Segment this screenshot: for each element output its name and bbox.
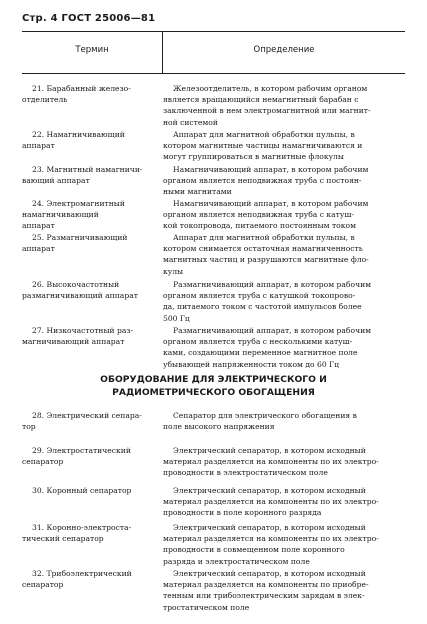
definition-line: Намагничивающий аппарат, в котором рабочим (173, 165, 369, 174)
definition-line: тенным или трибоэлектрическим зарядам в элек- (163, 591, 365, 601)
definition-cell (163, 198, 405, 232)
term-cell (22, 164, 154, 186)
definition-cell (163, 129, 405, 163)
table-header-rule (22, 73, 405, 74)
definition-line: котором снимается остаточная намагниченность (163, 244, 363, 254)
definition-cell (163, 325, 405, 370)
term-cell (22, 568, 154, 590)
definition-line: кулы (163, 266, 184, 276)
term-line: тический сепаратор (22, 534, 104, 544)
term-line: 29. Электростатический (32, 446, 131, 455)
term-line: 21. Барабанный железо- (32, 84, 131, 93)
term-cell (22, 198, 154, 232)
term-line: размагничивающий аппарат (22, 291, 138, 301)
definition-line: Электрический сепаратор, в котором исходный (173, 446, 366, 455)
definition-line: Аппарат для магнитной обработки пульпы, в (173, 130, 355, 139)
term-line: 26. Высокочастотный (32, 280, 120, 289)
table-top-rule (22, 31, 405, 32)
definition-line: проводности в совмещенном поле коронного (163, 545, 345, 555)
section-heading-line: РАДИОМЕТРИЧЕСКОГО ОБОГАЩЕНИЯ (112, 387, 315, 398)
definition-line: могут группироваться в магнитные флокулы (163, 152, 344, 162)
definition-line: ками, создающими переменное магнитное поле (163, 348, 358, 358)
definition-line: да, питаемого током с частотой импульсов более (163, 302, 362, 312)
definition-line: заключенной в нем электромагнитной или магнит- (163, 106, 371, 116)
definition-line: Электрический сепаратор, в котором исходный (173, 569, 366, 578)
definition-cell (163, 232, 405, 277)
definition-cell (163, 445, 405, 479)
page-header: Стр. 4 ГОСТ 25006—81 (22, 13, 156, 24)
term-cell (22, 522, 154, 544)
definition-line: ными магнитами (163, 187, 232, 197)
definition-line: Намагничивающий аппарат, в котором рабочим (173, 199, 369, 208)
definition-line: материал разделяется на компоненты по их электро- (163, 534, 379, 544)
definition-line: Размагничивающий аппарат, в котором рабочим (173, 326, 372, 335)
definition-line: разряда и электростатическом поле (163, 556, 310, 566)
definition-line: органом является труба с катушкой токопрово- (163, 291, 356, 301)
definition-line: Аппарат для магнитной обработки пульпы, в (173, 233, 355, 242)
definition-line: котором магнитные частицы намагничиваются и (163, 141, 363, 151)
definition-line: Электрический сепаратор, в котором исходный (173, 523, 366, 532)
definition-line: проводности в электростатическом поле (163, 468, 328, 478)
section-heading-line: ОБОРУДОВАНИЕ ДЛЯ ЭЛЕКТРИЧЕСКОГО И (100, 374, 327, 385)
definition-line: тростатическом поле (163, 602, 250, 612)
term-line: 28. Электрический сепара- (32, 411, 142, 420)
term-line: аппарат (22, 244, 55, 254)
term-line: 31. Коронно-электроста- (32, 523, 132, 532)
definition-line: проводности в поле коронного разряда (163, 508, 322, 518)
term-line: 25. Размагничивающий (32, 233, 128, 242)
definition-cell (163, 568, 405, 613)
term-line: магничивающий аппарат (22, 337, 125, 347)
definition-cell (163, 279, 405, 324)
definition-line: Железоотделитель, в котором рабочим органом (173, 84, 368, 93)
term-line: 23. Магнитный намагничи- (32, 165, 143, 174)
definition-line: Электрический сепаратор, в котором исходный (173, 486, 366, 495)
definition-line: материал разделяется на компоненты по приобре- (163, 580, 369, 590)
definition-line: является вращающийся немагнитный барабан с (163, 95, 359, 105)
term-line: вающий аппарат (22, 176, 90, 186)
term-cell (22, 410, 154, 432)
definition-line: убывающей напряженности током до 60 Гц (163, 359, 339, 369)
term-line: 27. Низкочастотный раз- (32, 326, 134, 335)
term-line: сепаратор (22, 457, 64, 467)
definition-line: органом является неподвижная труба с постоян- (163, 176, 362, 186)
term-cell (22, 129, 154, 151)
term-cell (22, 325, 154, 347)
definition-line: Размагничивающий аппарат, в котором рабочим (173, 280, 372, 289)
definition-line: 500 Гц (163, 313, 190, 323)
definition-cell (163, 485, 405, 519)
term-cell (22, 445, 154, 467)
term-line: аппарат (22, 141, 55, 151)
term-line: 30. Коронный сепаратор (32, 486, 132, 495)
term-line: 22. Намагничивающий (32, 130, 125, 139)
term-line: тор (22, 422, 36, 432)
definition-cell (163, 83, 405, 128)
term-line: намагничивающий (22, 210, 99, 220)
column-header-definition: Определение (253, 45, 315, 55)
definition-cell (163, 522, 405, 567)
definition-line: органом является труба с несколькими катуш- (163, 337, 353, 347)
term-cell (22, 279, 154, 301)
definition-line: Сепаратор для электрического обогащения в (173, 411, 357, 420)
definition-cell (163, 164, 405, 198)
term-line: 24. Электромагнитный (32, 199, 125, 208)
term-cell (22, 83, 154, 105)
term-cell (22, 232, 154, 254)
term-line: 32. Трибоэлектрический (32, 569, 132, 578)
definition-line: поле высокого напряжения (163, 422, 275, 432)
term-line: аппарат (22, 221, 55, 231)
definition-line: органом является неподвижная труба с катуш- (163, 210, 354, 220)
definition-cell (163, 410, 405, 432)
column-header-term: Термин (75, 45, 109, 55)
definition-line: материал разделяется на компоненты по их электро- (163, 457, 379, 467)
definition-line: кой токопровода, питаемого постоянным током (163, 221, 356, 231)
term-line: сепаратор (22, 580, 64, 590)
term-line: отделитель (22, 95, 68, 105)
definition-line: материал разделяется на компоненты по их электро- (163, 497, 379, 507)
term-cell (22, 485, 154, 496)
definition-line: магнитных частиц и разрушаются магнитные фло- (163, 255, 369, 265)
definition-line: ной системой (163, 117, 218, 127)
